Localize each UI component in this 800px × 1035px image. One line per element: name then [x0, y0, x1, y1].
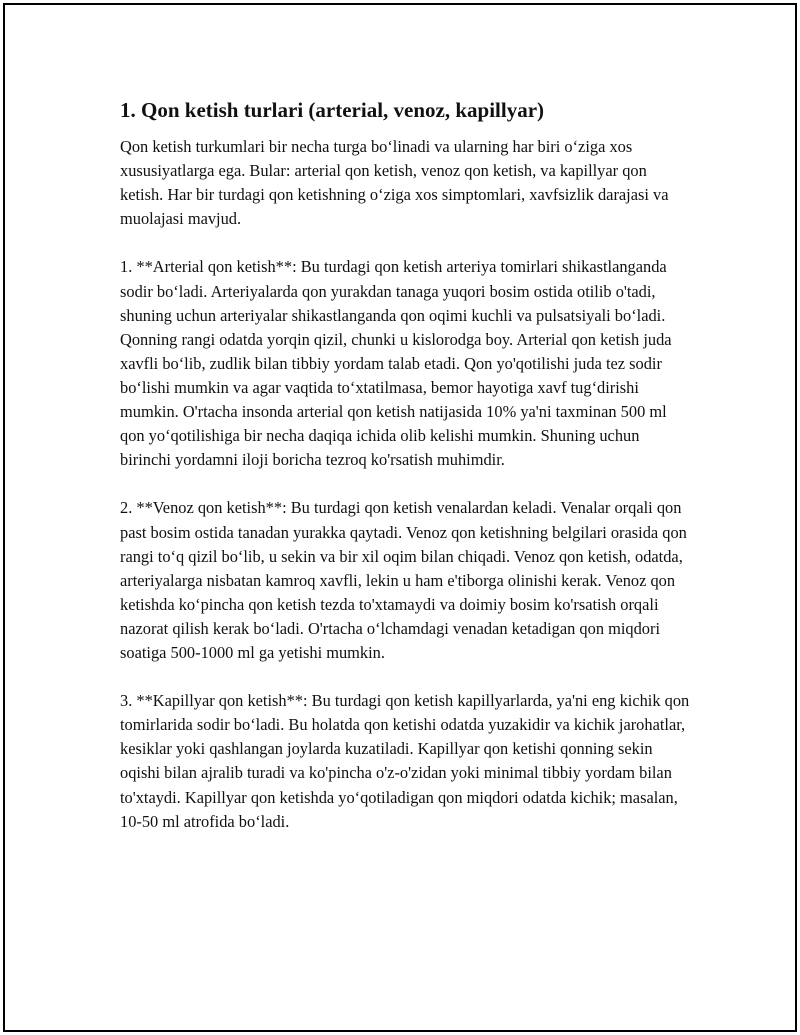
document-title: 1. Qon ketish turlari (arterial, venoz, kapillyar) [120, 98, 545, 122]
venous-paragraph: 2. **Venoz qon ketish**: Bu turdagi qon ketish venalardan keladi. Venalar orqali qon past bosim ostida tanadan yurakka qaytadi. Venoz qon ketishning belgilari orasida qon rangi to‘q qizil bo‘lib, u sekin va bir xil oqim bilan chiqadi. Venoz qon ketish, odatda, arteriyalarga nisbatan kamroq xavfli, lekin u ham e'tiborga olinishi kerak. Venoz qon ketishda ko‘pincha qon ketish tezda to'xtamaydi va doimiy bosim ko'rsatish orqali nazorat qilish kerak bo‘ladi. O'rtacha o‘lchamdagi venadan ketadigan qon miqdori soatiga 500-1000 ml ga yetishi mumkin. [120, 498, 687, 662]
capillary-paragraph: 3. **Kapillyar qon ketish**: Bu turdagi qon ketish kapillyarlarda, ya'ni eng kichik qon tomirlarida sodir bo‘ladi. Bu holatda qon ketishi odatda yuzakidir va kichik jarohatlar, kesiklar yoki qashlangan joylarda kuzatiladi. Kapillyar qon ketishi qonning sekin oqishi bilan ajralib turadi va ko'pincha o'z-o'zidan yoki minimal tibbiy yordam bilan to'xtaydi. Kapillyar qon ketishda yo‘qotiladigan qon miqdori odatda kichik; masalan, 10-50 ml atrofida bo‘ladi. [120, 691, 690, 831]
arterial-paragraph: 1. **Arterial qon ketish**: Bu turdagi qon ketish arteriya tomirlari shikastlanganda sodir bo‘ladi. Arteriyalarda qon yurakdan tanaga yuqori bosim ostida otilib o'tadi, shuning uchun arteriyalar shikastlanganda qon oqimi kuchli va pulsatsiyali bo‘ladi. Qonning rangi odatda yorqin qizil, chunki u kislorodga boy. Arterial qon ketish juda xavfli bo‘lib, zudlik bilan tibbiy yordam talab etadi. Qon yo'qotilishi juda tez sodir bo‘lishi mumkin va agar vaqtida to‘xtatilmasa, bemor hayotiga xavf tug‘dirishi mumkin. O'rtacha insonda arterial qon ketish natijasida 10% ya'ni taxminan 500 ml qon yo‘qotilishiga bir necha daqiqa ichida olib kelishi mumkin. Shuning uchun birinchi yordamni iloji boricha tezroq ko'rsatish muhimdir. [120, 257, 672, 470]
intro-paragraph: Qon ketish turkumlari bir necha turga bo‘linadi va ularning har biri o‘ziga xos xususiyatlarga ega. Bular: arterial qon ketish, venoz qon ketish, va kapillyar qon ketish. Har bir turdagi qon ketishning o‘ziga xos simptomlari, xavfsizlik darajasi va muolajasi mavjud. [120, 137, 669, 229]
page-frame [3, 3, 797, 1032]
document-body [120, 97, 690, 834]
